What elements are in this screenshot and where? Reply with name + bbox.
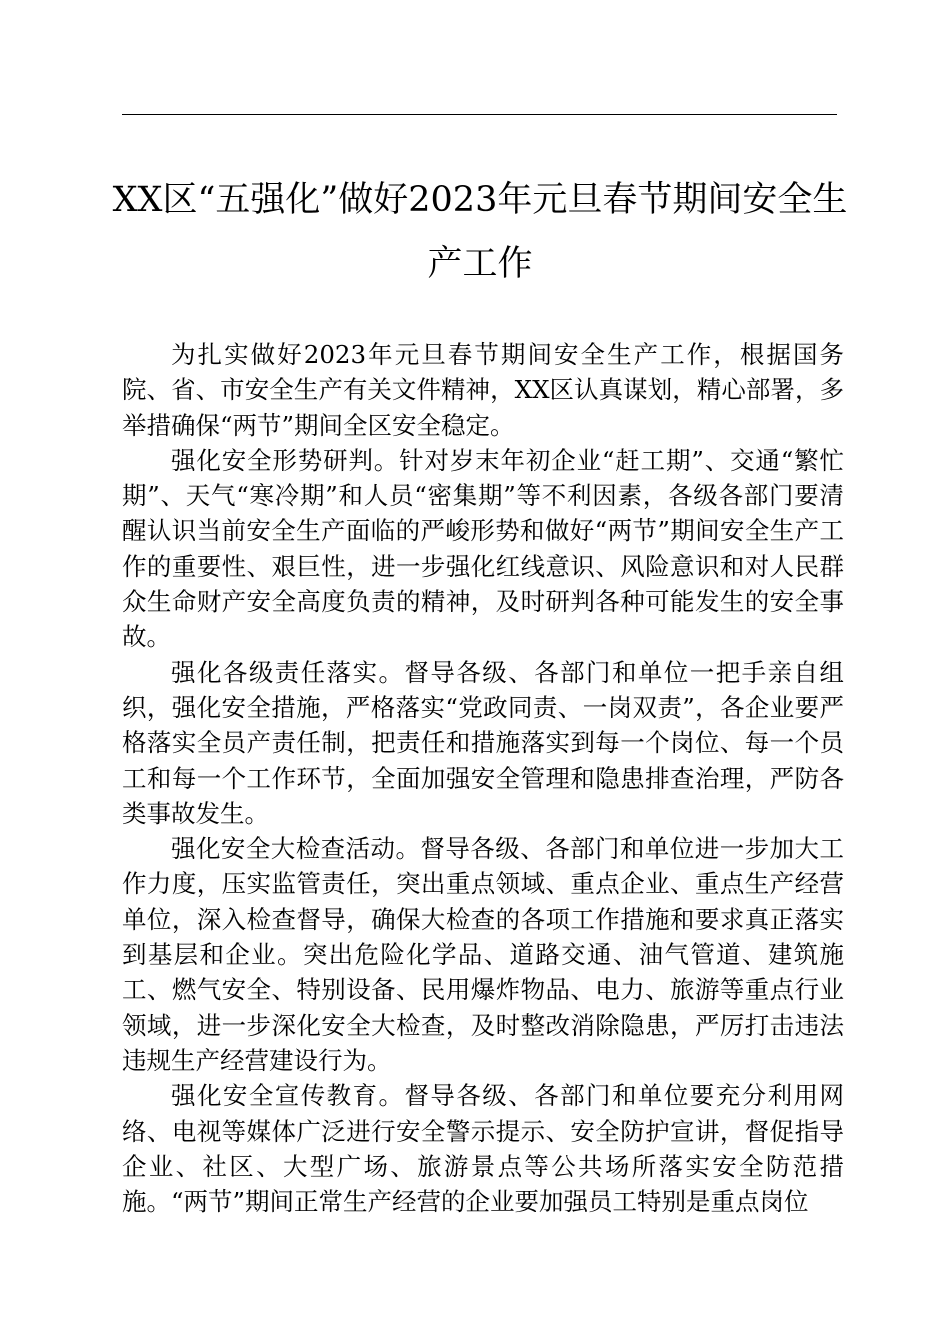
paragraph-situation-analysis: 强化安全形势研判。针对岁末年初企业“赶工期”、交通“繁忙期”、天气“寒冷期”和人员“密集期”等不利因素，各级各部门要清醒认识当前安全生产面临的严峻形势和做好“两节”期间安全生产工作的重要性、艰巨性，进一步强化红线意识、风险意识和对人民群众生命财产安全高度负责的精神，及时研判各种可能发生的安全事故。 — [122, 445, 844, 652]
paragraph-intro: 为扎实做好2023年元旦春节期间安全生产工作，根据国务院、省、市安全生产有关文件精神，XX区认真谋划，精心部署，多举措确保“两节”期间全区安全稳定。 — [122, 340, 844, 440]
document-title: XX区“五强化”做好2023年元旦春节期间安全生产工作 — [112, 180, 848, 284]
paragraph-publicity: 强化安全宣传教育。督导各级、各部门和单位要充分利用网络、电视等媒体广泛进行安全警示提示、安全防护宣讲，督促指导企业、社区、大型广场、旅游景点等公共场所落实安全防范措施。“两节”期间正常生产经营的企业要加强员工特别是重点岗位 — [122, 1081, 844, 1217]
paragraph-inspection: 强化安全大检查活动。督导各级、各部门和单位进一步加大工作力度，压实监管责任，突出重点领域、重点企业、重点生产经营单位，深入检查督导，确保大检查的各项工作措施和要求真正落实到基层和企业。突出危险化学品、道路交通、油气管道、建筑施工、燃气安全、特别设备、民用爆炸物品、电力、旅游等重点行业领域，进一步深化安全大检查，及时整改消除隐患，严厉打击违法违规生产经营建设行为。 — [122, 834, 844, 1075]
header-rule — [122, 114, 837, 115]
document-body — [122, 337, 844, 1219]
paragraph-responsibility: 强化各级责任落实。督导各级、各部门和单位一把手亲自组织，强化安全措施，严格落实“党政同责、一岗双责”，各企业要严格落实全员产责任制，把责任和措施落实到每一个岗位、每一个员工和每一个工作环节，全面加强安全管理和隐患排查治理，严防各类事故发生。 — [122, 657, 844, 828]
